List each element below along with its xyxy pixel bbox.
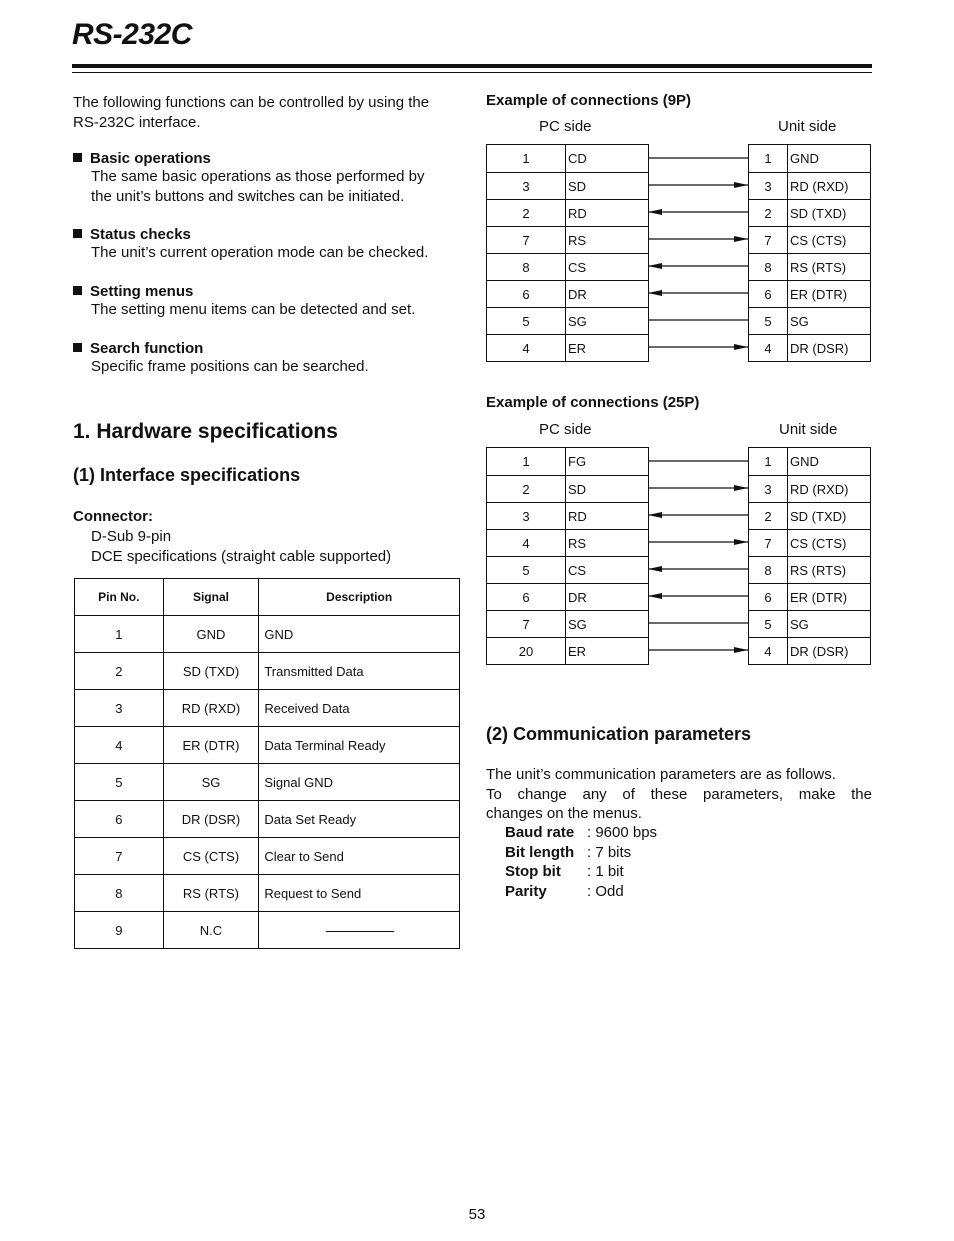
bullet-line: Specific frame positions can be searched. [91, 358, 369, 375]
unit-row [749, 199, 870, 226]
unit-pin-number: 8 [764, 563, 772, 578]
arrow-left-icon [648, 209, 662, 215]
pc-pin-number: 1 [522, 151, 530, 166]
header-rule-thick [72, 64, 872, 68]
unit-pin-number: 7 [764, 233, 772, 248]
table-row [75, 690, 460, 727]
description-cell: GND [259, 616, 460, 653]
bullet-line: The setting menu items can be detected and set. [91, 301, 416, 318]
signal-cell: RD (RXD) [163, 690, 259, 727]
connector-line: D-Sub 9-pin [91, 528, 172, 545]
unit-row [749, 610, 870, 637]
comm-text [486, 765, 872, 824]
unit-row [749, 280, 870, 307]
arrow-left-icon [648, 593, 662, 599]
pc-row [487, 583, 648, 610]
unit-row [749, 502, 870, 529]
unit-signal-name: DR (DSR) [790, 341, 849, 356]
conn25-pc-label: PC side [539, 421, 592, 438]
pc-signal-name: SD [568, 482, 587, 497]
pc-pin-number: 4 [522, 341, 530, 356]
page-title: RS-232C [72, 18, 192, 51]
description-cell: Data Set Ready [259, 801, 460, 838]
pc-signal-name: RD [568, 206, 587, 221]
arrow-right-icon [734, 485, 748, 491]
bullet-heading: Status checks [90, 226, 191, 243]
col-header-signal: Signal [163, 579, 259, 616]
conn9-unit-label: Unit side [778, 118, 837, 135]
unit-signal-name: SD (TXD) [790, 206, 847, 221]
description-cell: Transmitted Data [259, 653, 460, 690]
table-row [75, 875, 460, 912]
pc-pin-number: 8 [522, 260, 530, 275]
unit-signal-name: SG [790, 617, 809, 632]
conn9-pc-label: PC side [539, 118, 592, 135]
pc-pin-number: 5 [522, 563, 530, 578]
signal-cell: CS (CTS) [163, 838, 259, 875]
col-header-pin: Pin No. [75, 579, 164, 616]
conn9-pc-table [486, 144, 649, 362]
signal-cell: GND [163, 616, 259, 653]
unit-row [749, 448, 870, 475]
pin-cell: 7 [75, 838, 164, 875]
unit-pin-number: 4 [764, 341, 772, 356]
bullet-square-icon [73, 153, 82, 162]
unit-pin-number: 1 [764, 151, 772, 166]
unit-row [749, 307, 870, 334]
pc-row [487, 172, 648, 199]
unit-pin-number: 3 [764, 482, 772, 497]
description-cell: Received Data [259, 690, 460, 727]
pc-row [487, 610, 648, 637]
arrow-right-icon [734, 182, 748, 188]
signal-cell: ER (DTR) [163, 727, 259, 764]
conn25-title: Example of connections (25P) [486, 394, 700, 411]
pc-signal-name: ER [568, 644, 587, 659]
unit-row [749, 145, 870, 172]
param-parity [505, 882, 657, 902]
description-cell: Signal GND [259, 764, 460, 801]
pc-row [487, 145, 648, 172]
pc-signal-name: DR [568, 590, 587, 605]
unit-pin-number: 4 [764, 644, 772, 659]
pin-cell: 9 [75, 912, 164, 949]
signal-cell: RS (RTS) [163, 875, 259, 912]
comm-line: changes on the menus. [486, 805, 642, 822]
pc-signal-name: CS [568, 260, 587, 275]
conn25-unit-table [748, 447, 871, 665]
pc-pin-number: 1 [522, 454, 530, 469]
unit-signal-name: GND [790, 454, 819, 469]
unit-signal-name: SG [790, 314, 809, 329]
pc-signal-name: SG [568, 314, 587, 329]
description-cell: Clear to Send [259, 838, 460, 875]
signal-cell: DR (DSR) [163, 801, 259, 838]
comm-line: The unit’s communication parameters are as follows. [486, 766, 836, 783]
pc-pin-number: 4 [522, 536, 530, 551]
unit-signal-name: ER (DTR) [790, 287, 848, 302]
bullet-setting-menus [73, 283, 415, 320]
pc-pin-number: 6 [522, 287, 530, 302]
signal-cell: SG [163, 764, 259, 801]
unit-signal-name: RS (RTS) [790, 563, 847, 578]
table-row [75, 838, 460, 875]
bullet-search-function [73, 340, 369, 377]
pin-table [74, 578, 460, 949]
pc-row [487, 637, 648, 664]
unit-signal-name: RD (RXD) [790, 179, 849, 194]
unit-row [749, 637, 870, 664]
pc-pin-number: 6 [522, 590, 530, 605]
param-value: : 9600 bps [587, 824, 658, 841]
conn9-title: Example of connections (9P) [486, 92, 692, 109]
unit-pin-number: 2 [764, 509, 772, 524]
pc-pin-number: 2 [522, 206, 530, 221]
unit-row [749, 529, 870, 556]
unit-pin-number: 5 [764, 617, 772, 632]
signal-cell: SD (TXD) [163, 653, 259, 690]
unit-pin-number: 6 [764, 590, 772, 605]
bullet-heading: Basic operations [90, 150, 211, 167]
pc-signal-name: SD [568, 179, 587, 194]
pc-signal-name: RS [568, 233, 587, 248]
pc-row [487, 334, 648, 361]
pc-pin-number: 2 [522, 482, 530, 497]
unit-pin-number: 6 [764, 287, 772, 302]
unit-pin-number: 8 [764, 260, 772, 275]
pin-cell: 3 [75, 690, 164, 727]
pc-pin-number: 5 [522, 314, 530, 329]
table-row [75, 764, 460, 801]
unit-signal-name: DR (DSR) [790, 644, 849, 659]
bullet-heading: Search function [90, 340, 204, 357]
param-label: Bit length [505, 843, 575, 861]
param-stop-bit [505, 862, 657, 882]
arrow-right-icon [734, 647, 748, 653]
description-cell: Data Terminal Ready [259, 727, 460, 764]
interface-subheading: (1) Interface specifications [73, 465, 301, 485]
unit-signal-name: RD (RXD) [790, 482, 849, 497]
pc-row [487, 199, 648, 226]
param-baud-rate [505, 823, 657, 843]
bullet-line: The unit’s current operation mode can be checked. [91, 244, 429, 261]
intro-text [73, 93, 429, 132]
param-value: : 1 bit [587, 863, 624, 880]
unit-pin-number: 3 [764, 179, 772, 194]
bullet-basic-operations [73, 150, 425, 206]
comm-line: To change any of these parameters, make the [486, 785, 872, 803]
pc-signal-name: RD [568, 509, 587, 524]
pc-row [487, 475, 648, 502]
arrow-left-icon [648, 512, 662, 518]
unit-signal-name: SD (TXD) [790, 509, 847, 524]
comm-params [505, 823, 657, 901]
pc-row [487, 280, 648, 307]
pin-cell: 5 [75, 764, 164, 801]
arrow-right-icon [734, 236, 748, 242]
unit-row [749, 172, 870, 199]
connector-line: DCE specifications (straight cable supported) [91, 547, 392, 565]
param-label: Stop bit [505, 863, 561, 880]
pc-signal-name: CD [568, 151, 587, 166]
unit-signal-name: CS (CTS) [790, 536, 847, 551]
intro-line-2: RS-232C interface. [73, 113, 201, 131]
unit-signal-name: ER (DTR) [790, 590, 848, 605]
pc-pin-number: 3 [522, 179, 530, 194]
connector-label: Connector: [73, 508, 153, 525]
bullet-line: the unit’s buttons and switches can be initiated. [91, 187, 405, 205]
arrow-left-icon [648, 290, 662, 296]
pin-cell: 6 [75, 801, 164, 838]
unit-row [749, 475, 870, 502]
unit-pin-number: 7 [764, 536, 772, 551]
conn9-wires [648, 144, 748, 364]
col-header-description: Description [259, 579, 460, 616]
unit-pin-number: 1 [764, 454, 772, 469]
pc-signal-name: FG [568, 454, 587, 469]
unit-pin-number: 2 [764, 206, 772, 221]
table-row [75, 801, 460, 838]
pin-cell: 1 [75, 616, 164, 653]
unit-row [749, 334, 870, 361]
table-header-row [75, 579, 460, 616]
signal-cell: N.C [163, 912, 259, 949]
pc-signal-name: DR [568, 287, 587, 302]
dash-line [326, 931, 394, 932]
table-row [75, 912, 460, 949]
pc-pin-number: 20 [518, 644, 534, 659]
table-row [75, 727, 460, 764]
pc-row [487, 529, 648, 556]
conn25-pc-table [486, 447, 649, 665]
header-rule-thin [72, 72, 872, 73]
arrow-left-icon [648, 263, 662, 269]
pc-row [487, 226, 648, 253]
param-label: Parity [505, 882, 547, 900]
param-value: : 7 bits [587, 843, 632, 861]
conn25-wires [648, 447, 748, 667]
pc-row [487, 502, 648, 529]
description-cell-empty [259, 912, 460, 949]
param-bit-length [505, 843, 657, 863]
unit-signal-name: CS (CTS) [790, 233, 847, 248]
pc-signal-name: RS [568, 536, 587, 551]
bullet-square-icon [73, 229, 82, 238]
unit-row [749, 253, 870, 280]
table-row [75, 616, 460, 653]
bullet-heading: Setting menus [90, 283, 194, 300]
pin-cell: 2 [75, 653, 164, 690]
unit-pin-number: 5 [764, 314, 772, 329]
pin-cell: 4 [75, 727, 164, 764]
bullet-status-checks [73, 226, 428, 263]
param-label: Baud rate [505, 824, 575, 841]
description-cell: Request to Send [259, 875, 460, 912]
pc-row [487, 253, 648, 280]
unit-row [749, 226, 870, 253]
conn9-unit-table [748, 144, 871, 362]
pc-signal-name: CS [568, 563, 587, 578]
page-number: 53 [468, 1206, 486, 1223]
bullet-square-icon [73, 286, 82, 295]
unit-signal-name: GND [790, 151, 819, 166]
comm-heading: (2) Communication parameters [486, 724, 752, 744]
connector-details [91, 527, 391, 566]
arrow-right-icon [734, 344, 748, 350]
unit-row [749, 556, 870, 583]
pc-signal-name: ER [568, 341, 587, 356]
pc-pin-number: 7 [522, 617, 530, 632]
param-value: : Odd [587, 882, 624, 900]
unit-row [749, 583, 870, 610]
conn25-unit-label: Unit side [779, 421, 838, 438]
pc-pin-number: 3 [522, 509, 530, 524]
hardware-heading: 1. Hardware specifications [73, 420, 338, 443]
pin-cell: 8 [75, 875, 164, 912]
pc-signal-name: SG [568, 617, 587, 632]
bullet-square-icon [73, 343, 82, 352]
arrow-right-icon [734, 539, 748, 545]
pc-row [487, 307, 648, 334]
arrow-left-icon [648, 566, 662, 572]
pc-row [487, 556, 648, 583]
intro-line-1: The following functions can be controlled by using the [73, 94, 430, 111]
pc-pin-number: 7 [522, 233, 530, 248]
pc-row [487, 448, 648, 475]
bullet-line: The same basic operations as those performed by [91, 168, 425, 185]
unit-signal-name: RS (RTS) [790, 260, 847, 275]
table-row [75, 653, 460, 690]
